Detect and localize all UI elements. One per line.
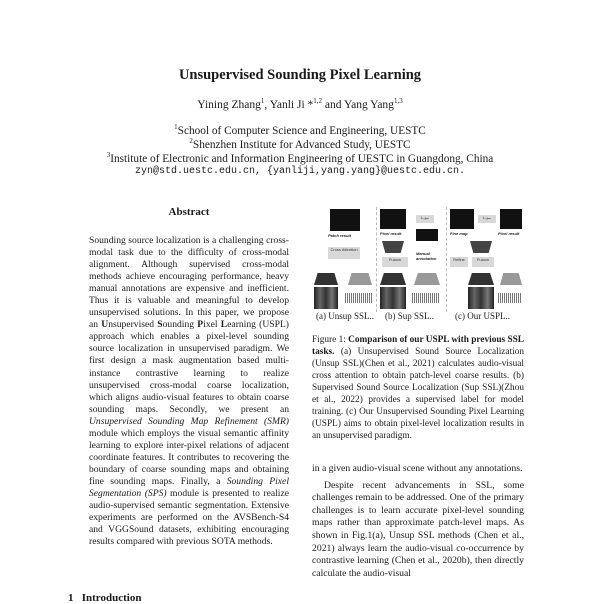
label-manual-annotation: Manual annotation bbox=[416, 251, 437, 261]
author-emails: zyn@std.uestc.edu.cn, {yanliji,yang.yang}@uestc.edu.cn. bbox=[134, 166, 466, 177]
author-name: Yining Zhang bbox=[197, 98, 261, 111]
visual-decoder bbox=[470, 241, 492, 253]
audio-waveform bbox=[412, 293, 440, 303]
visual-encoder bbox=[314, 273, 338, 285]
affil-text: Shenzhen Institute for Advanced Study, UESTC bbox=[192, 138, 411, 151]
visual-decoder bbox=[382, 241, 404, 253]
refine-box: Refine bbox=[450, 257, 468, 267]
label-fine-map: Fine map bbox=[450, 231, 468, 236]
fusion-box: Fusion bbox=[472, 257, 494, 267]
fine-map bbox=[450, 209, 474, 229]
abstract-heading: Abstract bbox=[168, 206, 210, 218]
loss-box: Lₛₑₘ bbox=[478, 215, 496, 223]
intro-right-column bbox=[312, 463, 524, 580]
loss-box: Lₛₑₘ bbox=[416, 215, 434, 223]
patch-result-map bbox=[330, 209, 360, 231]
body-paragraph: Despite recent advancements in SSL, some challenges remain to be addressed. One of the primary challenges is to learn accurate pixel-level sounding maps rather than approximate patch-level maps. As shown in Fig.1(a), Unsup SSL methods (Chen et al., 2021) always learn the audio-visual co-occurrence by contrastive learning (Chen et al., 2020b), then directly calculate the audio-visual bbox=[312, 479, 524, 579]
subcaption-a: (a) Unsup SSL.. bbox=[316, 311, 374, 321]
label-pixel-result: Pixel result bbox=[498, 231, 520, 236]
panel-unsup-ssl bbox=[312, 207, 374, 312]
affil-text: Institute of Electronic and Information Engineering of UESTC in Guangdong, China bbox=[110, 152, 494, 165]
author-separator: and bbox=[322, 98, 344, 111]
subcaption-b: (b) Sup SSL.. bbox=[385, 311, 435, 321]
video-frame-thumb bbox=[468, 287, 494, 309]
paper-title: Unsupervised Sounding Pixel Learning bbox=[178, 67, 422, 83]
affiliation-2 bbox=[0, 137, 600, 151]
affil-text: School of Computer Science and Engineering, UESTC bbox=[177, 124, 426, 137]
audio-waveform bbox=[498, 293, 522, 303]
body-paragraph: in a given audio-visual scene without any annotations. bbox=[312, 463, 523, 474]
panel-divider bbox=[376, 207, 377, 312]
panel-sup-ssl bbox=[378, 207, 444, 312]
affiliation-3 bbox=[0, 151, 600, 165]
label-patch-result: Patch result bbox=[328, 233, 351, 238]
panel-our-uspl bbox=[448, 207, 522, 312]
panel-divider bbox=[446, 207, 447, 312]
abstract-paragraph: Sounding source localization is a challenging cross-modal task due to the difficulty of cross-modal alignment. Although supervised cross-modal methods achieve encouraging performance, heavy manual annotations are expensive and inefficient. Thus it is valuable and meaningful to develop unsupervised solutions. In this paper, we propose an Unsupervised Sounding Pixel Learning (USPL) approach which enables a pixel-level sounding source localization in unsupervised paradigm. We first design a mask augmentation based multi-instance contrastive learning to realize unsupervised cross-modal coarse localization, which aligns audio-visual features to obtain coarse sounding maps. Secondly, we present an Unsupervised Sounding Map Refinement (SMR) module which employs the visual semantic affinity learning to explore inter-pixel relations of adjacent coordinate features. It contributes to recovering the boundary of coarse sounding maps and obtaining fine sounding maps. Finally, a Sounding Pixel Segmentation (SPS) module is presented to realize audio-supervised semantic segmentation. Extensive experiments are performed on the AVSBench-S4 and VGGSound datasets, exhibiting encouraging results compared with previous SOTA methods. bbox=[89, 235, 289, 548]
pixel-result-map bbox=[380, 209, 406, 229]
affil-sup: 3 bbox=[106, 151, 111, 159]
video-frame-thumb bbox=[314, 287, 338, 309]
label-pixel-result: Pixel result bbox=[380, 231, 402, 236]
video-frame-thumb bbox=[380, 287, 406, 309]
figure-caption: Figure 1: Comparison of our USPL with previous SSL tasks. (a) Unsupervised Sound Source Localization (Unsup SSL)(Chen et al., 2021) calculates audio-visual cross attention to obtain patch-level coarse results. (b) Supervised Sound Source Localization (Sup SSL)(Zhou et al., 2022) provides a supervised label for model training. (c) Our Unsupervised Sounding Pixel Learning (USPL) aims to obtain pixel-level localization results in an unsupervised paradigm. bbox=[312, 335, 525, 441]
abstract-body bbox=[89, 235, 289, 548]
section-heading-introduction: 1 Introduction bbox=[68, 592, 142, 604]
visual-encoder bbox=[468, 273, 494, 285]
author-name: Yang Yang bbox=[343, 98, 394, 111]
author-affil-sup: 1,2 bbox=[313, 97, 323, 105]
audio-waveform bbox=[345, 293, 373, 303]
cross-attention-box: Cross Attention bbox=[328, 247, 360, 259]
affil-sup: 2 bbox=[189, 137, 193, 145]
audio-encoder bbox=[348, 273, 372, 285]
audio-encoder bbox=[414, 273, 440, 285]
manual-annotation-map bbox=[416, 229, 438, 241]
author-name: Yanli Ji * bbox=[269, 98, 314, 111]
pixel-result-map bbox=[500, 209, 522, 229]
subcaption-c: (c) Our USPL.. bbox=[455, 311, 510, 321]
audio-encoder bbox=[500, 273, 522, 285]
affiliation-1 bbox=[0, 123, 600, 137]
author-affil-sup: 1,3 bbox=[393, 97, 403, 105]
author-list bbox=[0, 97, 600, 111]
author-affil-sup: 1 bbox=[260, 97, 265, 105]
figure-1-diagram bbox=[312, 207, 522, 312]
visual-encoder bbox=[380, 273, 406, 285]
author-separator: , bbox=[264, 98, 270, 111]
fusion-box: Fusion bbox=[382, 257, 408, 267]
affil-sup: 1 bbox=[174, 123, 178, 131]
